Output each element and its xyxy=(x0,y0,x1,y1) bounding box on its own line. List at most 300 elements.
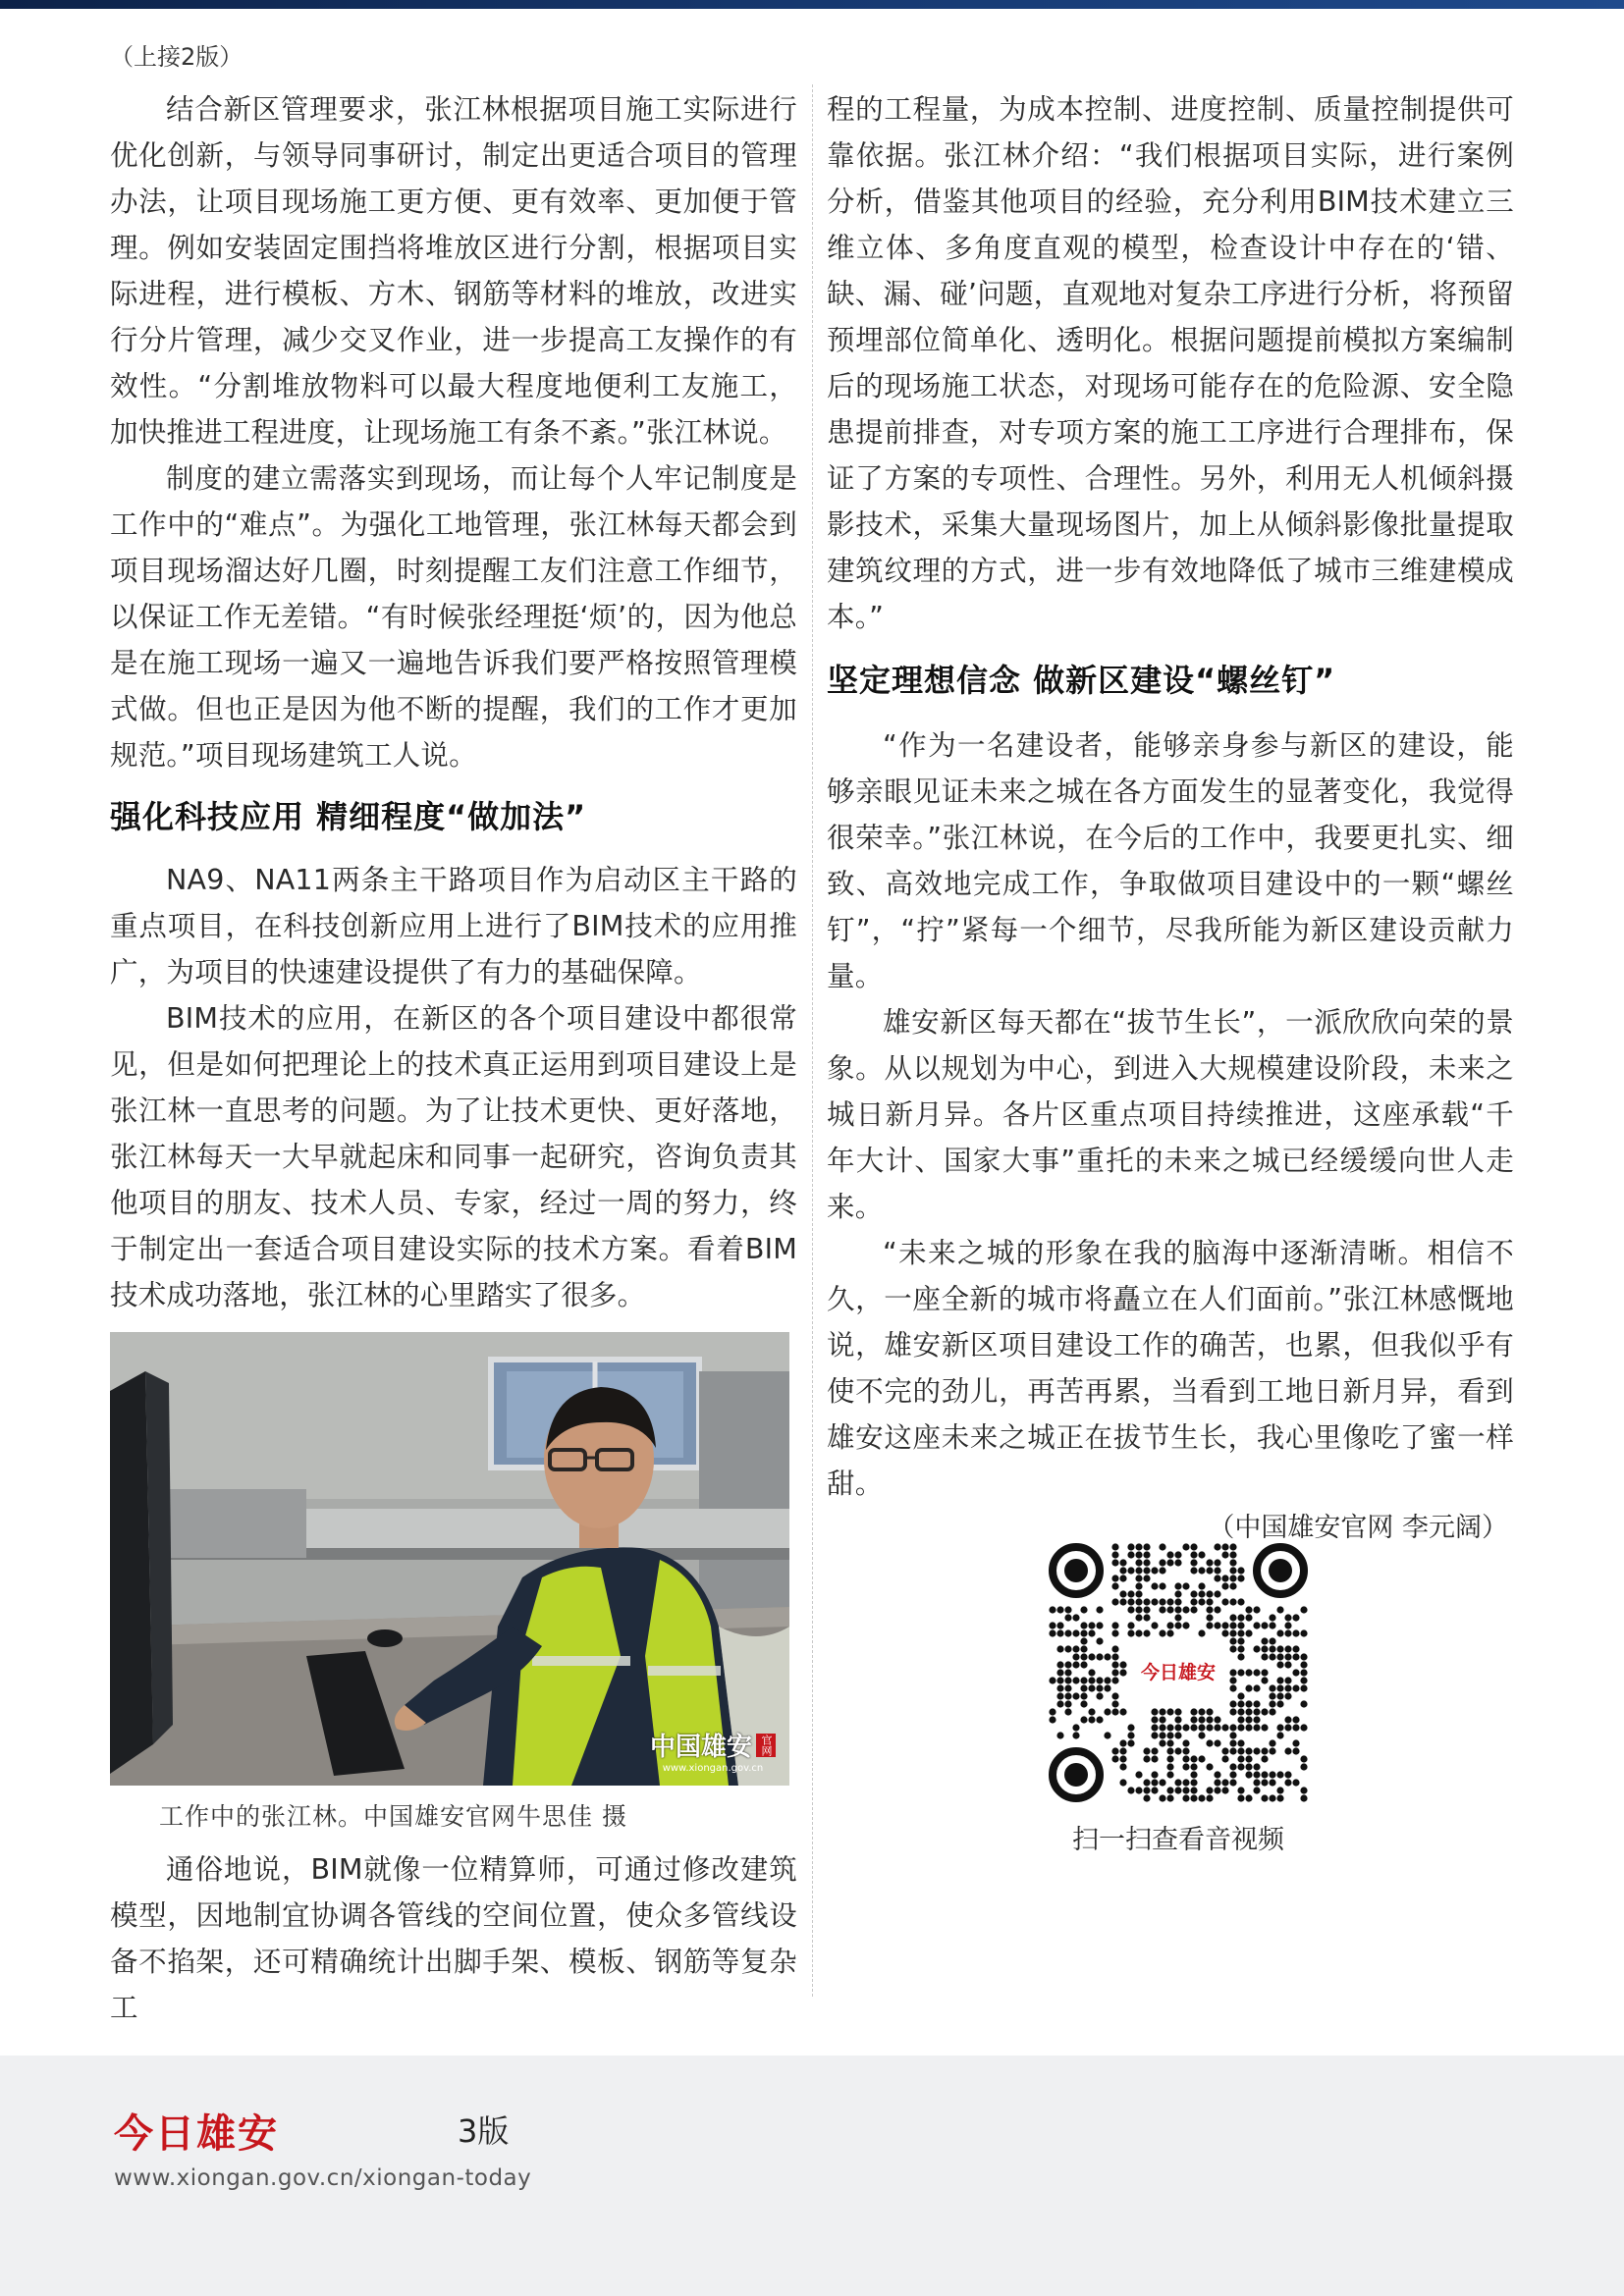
qr-module xyxy=(1276,1645,1283,1652)
qr-module xyxy=(1284,1653,1291,1660)
qr-module xyxy=(1143,1755,1150,1762)
qr-module xyxy=(1135,1567,1142,1574)
qr-module xyxy=(1080,1629,1087,1636)
qr-module xyxy=(1292,1739,1299,1746)
column-divider xyxy=(812,84,813,1997)
qr-module xyxy=(1206,1622,1213,1629)
qr-module xyxy=(1292,1684,1299,1691)
qr-module xyxy=(1166,1787,1173,1793)
qr-module xyxy=(1292,1716,1299,1723)
qr-module xyxy=(1214,1567,1220,1574)
qr-module xyxy=(1245,1629,1252,1636)
qr-module xyxy=(1292,1747,1299,1754)
qr-module xyxy=(1111,1653,1118,1660)
qr-module xyxy=(1111,1629,1118,1636)
left-column xyxy=(110,86,797,2031)
qr-module xyxy=(1135,1559,1142,1566)
qr-module xyxy=(1096,1653,1103,1660)
qr-module xyxy=(1159,1732,1165,1738)
qr-module xyxy=(1056,1669,1063,1676)
qr-module xyxy=(1111,1575,1118,1581)
qr-module xyxy=(1237,1747,1244,1754)
qr-module xyxy=(1182,1787,1189,1793)
qr-module xyxy=(1119,1763,1126,1770)
qr-module xyxy=(1300,1653,1307,1660)
qr-module xyxy=(1143,1747,1150,1754)
qr-module xyxy=(1245,1794,1252,1801)
qr-module xyxy=(1080,1700,1087,1707)
qr-module xyxy=(1159,1779,1165,1786)
qr-module xyxy=(1245,1708,1252,1715)
qr-module xyxy=(1253,1787,1260,1793)
qr-module xyxy=(1143,1575,1150,1581)
qr-module xyxy=(1143,1614,1150,1621)
qr-module xyxy=(1237,1724,1244,1731)
qr-module xyxy=(1253,1684,1260,1691)
qr-module xyxy=(1174,1779,1181,1786)
qr-module xyxy=(1182,1747,1189,1754)
qr-module xyxy=(1229,1575,1236,1581)
qr-module xyxy=(1182,1763,1189,1770)
qr-module xyxy=(1229,1747,1236,1754)
qr-module xyxy=(1237,1794,1244,1801)
qr-module xyxy=(1151,1755,1158,1762)
qr-module xyxy=(1080,1684,1087,1691)
qr-module xyxy=(1237,1653,1244,1660)
qr-module xyxy=(1174,1724,1181,1731)
qr-module xyxy=(1300,1794,1307,1801)
qr-module xyxy=(1151,1716,1158,1723)
qr-module xyxy=(1166,1732,1173,1738)
qr-module xyxy=(1111,1708,1118,1715)
qr-module xyxy=(1111,1543,1118,1550)
qr-module xyxy=(1276,1700,1283,1707)
qr-module xyxy=(1221,1598,1228,1605)
qr-module xyxy=(1229,1567,1236,1574)
section-heading: 强化科技应用 精细程度“做加法” xyxy=(110,798,587,835)
qr-module xyxy=(1284,1747,1291,1754)
footer xyxy=(0,2056,1624,2296)
qr-module xyxy=(1127,1590,1134,1597)
qr-module xyxy=(1300,1724,1307,1731)
top-bar xyxy=(0,0,1624,9)
qr-module xyxy=(1096,1637,1103,1644)
qr-module xyxy=(1151,1724,1158,1731)
qr-module xyxy=(1135,1614,1142,1621)
qr-module xyxy=(1261,1653,1268,1660)
qr-module xyxy=(1159,1739,1165,1746)
qr-module xyxy=(1072,1677,1079,1683)
qr-module xyxy=(1166,1551,1173,1558)
qr-module xyxy=(1111,1692,1118,1699)
qr-module xyxy=(1096,1716,1103,1723)
qr-module xyxy=(1300,1677,1307,1683)
qr-module xyxy=(1284,1771,1291,1778)
qr-module xyxy=(1206,1559,1213,1566)
qr-module xyxy=(1221,1551,1228,1558)
qr-module xyxy=(1237,1787,1244,1793)
qr-module xyxy=(1261,1622,1268,1629)
qr-module xyxy=(1119,1559,1126,1566)
qr-module xyxy=(1127,1629,1134,1636)
qr-module xyxy=(1198,1590,1205,1597)
qr-module xyxy=(1237,1637,1244,1644)
qr-module xyxy=(1261,1637,1268,1644)
qr-module xyxy=(1159,1716,1165,1723)
qr-module xyxy=(1166,1771,1173,1778)
qr-module xyxy=(1049,1677,1056,1683)
qr-module xyxy=(1056,1629,1063,1636)
qr-module xyxy=(1221,1622,1228,1629)
qr-module xyxy=(1056,1700,1063,1707)
qr-module xyxy=(1127,1543,1134,1550)
right-column xyxy=(827,86,1514,1550)
qr-module xyxy=(1088,1716,1095,1723)
qr-module xyxy=(1269,1700,1275,1707)
qr-module xyxy=(1056,1692,1063,1699)
qr-module xyxy=(1064,1669,1071,1676)
qr-module xyxy=(1253,1622,1260,1629)
qr-module xyxy=(1088,1684,1095,1691)
qr-module xyxy=(1182,1724,1189,1731)
qr-module xyxy=(1214,1559,1220,1566)
qr-module xyxy=(1253,1763,1260,1770)
qr-module xyxy=(1159,1543,1165,1550)
qr-module xyxy=(1284,1629,1291,1636)
qr-module xyxy=(1135,1551,1142,1558)
qr-module xyxy=(1143,1551,1150,1558)
qr-module xyxy=(1127,1622,1134,1629)
qr-module xyxy=(1237,1739,1244,1746)
qr-module xyxy=(1261,1677,1268,1683)
qr-module xyxy=(1064,1684,1071,1691)
qr-module xyxy=(1049,1629,1056,1636)
qr-module xyxy=(1237,1755,1244,1762)
qr-module xyxy=(1119,1669,1126,1676)
qr-module xyxy=(1190,1716,1197,1723)
qr-module xyxy=(1198,1551,1205,1558)
qr-module xyxy=(1143,1606,1150,1613)
qr-module xyxy=(1253,1716,1260,1723)
qr-module xyxy=(1261,1771,1268,1778)
qr-module xyxy=(1253,1724,1260,1731)
qr-module xyxy=(1159,1567,1165,1574)
qr-module xyxy=(1143,1779,1150,1786)
qr-module xyxy=(1159,1559,1165,1566)
qr-module xyxy=(1151,1582,1158,1589)
qr-module xyxy=(1182,1755,1189,1762)
qr-module xyxy=(1072,1645,1079,1652)
qr-module xyxy=(1111,1551,1118,1558)
qr-module xyxy=(1221,1779,1228,1786)
qr-module xyxy=(1111,1755,1118,1762)
qr-module xyxy=(1119,1779,1126,1786)
qr-module xyxy=(1276,1606,1283,1613)
qr-module xyxy=(1174,1606,1181,1613)
qr-module xyxy=(1166,1794,1173,1801)
qr-module xyxy=(1284,1716,1291,1723)
qr-module xyxy=(1229,1559,1236,1566)
qr-module xyxy=(1237,1716,1244,1723)
qr-module xyxy=(1182,1543,1189,1550)
qr-module xyxy=(1119,1575,1126,1581)
qr-module xyxy=(1198,1567,1205,1574)
qr-module xyxy=(1096,1606,1103,1613)
qr-module xyxy=(1119,1590,1126,1597)
qr-module xyxy=(1269,1614,1275,1621)
qr-module xyxy=(1072,1661,1079,1668)
qr-module xyxy=(1229,1739,1236,1746)
qr-module xyxy=(1143,1629,1150,1636)
qr-module xyxy=(1190,1606,1197,1613)
qr-module xyxy=(1284,1779,1291,1786)
qr-module xyxy=(1127,1787,1134,1793)
qr-module xyxy=(1214,1716,1220,1723)
qr-module xyxy=(1159,1598,1165,1605)
qr-module xyxy=(1237,1692,1244,1699)
qr-module xyxy=(1151,1771,1158,1778)
continued-from-note: （上接2版） xyxy=(110,43,244,71)
qr-module xyxy=(1276,1732,1283,1738)
qr-module xyxy=(1237,1700,1244,1707)
qr-module xyxy=(1072,1614,1079,1621)
qr-module xyxy=(1064,1629,1071,1636)
qr-module xyxy=(1221,1747,1228,1754)
qr-module xyxy=(1221,1787,1228,1793)
qr-module xyxy=(1284,1661,1291,1668)
qr-module xyxy=(1229,1543,1236,1550)
qr-module xyxy=(1206,1598,1213,1605)
qr-module xyxy=(1206,1606,1213,1613)
qr-module xyxy=(1127,1739,1134,1746)
footer-url[interactable]: www.xiongan.gov.cn/xiongan-today xyxy=(114,2165,532,2191)
paragraph: “未来之城的形象在我的脑海中逐渐清晰。相信不久，一座全新的城市将矗立在人们面前。”张江林感慨地说，雄安新区项目建设工作的确苦，也累，但我似乎有使不完的劲儿，再苦再累，当看到工地日新月异，看到雄安这座未来之城正在拔节生长，我心里像吃了蜜一样甜。 xyxy=(827,1237,1514,1500)
qr-module xyxy=(1269,1771,1275,1778)
qr-code[interactable] xyxy=(1049,1543,1308,1802)
qr-module xyxy=(1127,1567,1134,1574)
qr-module xyxy=(1072,1692,1079,1699)
qr-module xyxy=(1104,1653,1110,1660)
qr-module xyxy=(1198,1724,1205,1731)
qr-module xyxy=(1119,1708,1126,1715)
qr-module xyxy=(1237,1645,1244,1652)
qr-module xyxy=(1261,1724,1268,1731)
qr-module xyxy=(1221,1724,1228,1731)
paragraph: 结合新区管理要求，张江林根据项目施工实际进行优化创新，与领导同事研讨，制定出更适合项目的管理办法，让项目现场施工更方便、更有效率、更加便于管理。例如安装固定围挡将堆放区进行分割，根据项目实际进程，进行模板、方木、钢筋等材料的堆放，改进实行分片管理，减少交叉作业，进一步提高工友操作的有效性。“分割堆放物料可以最大程度地便利工友施工，加快推进工程进度，让现场施工有条不紊。”张江林说。 xyxy=(110,93,797,449)
photo-watermark xyxy=(650,1727,776,1774)
qr-module xyxy=(1253,1747,1260,1754)
section-heading: 坚定理想信念 做新区建设“螺丝钉” xyxy=(827,662,1336,699)
qr-module xyxy=(1229,1637,1236,1644)
qr-module xyxy=(1104,1677,1110,1683)
qr-module xyxy=(1229,1684,1236,1691)
qr-module xyxy=(1214,1606,1220,1613)
qr-module xyxy=(1072,1653,1079,1660)
paragraph: 通俗地说，BIM就像一位精算师，可通过修改建筑模型，因地制宜协调各管线的空间位置，使众多管线设备不掐架，还可精确统计出脚手架、模板、钢筋等复杂工 xyxy=(110,1853,797,2024)
qr-module xyxy=(1096,1692,1103,1699)
qr-module xyxy=(1064,1677,1071,1683)
qr-module xyxy=(1064,1692,1071,1699)
qr-module xyxy=(1206,1794,1213,1801)
qr-module xyxy=(1166,1724,1173,1731)
qr-module xyxy=(1190,1779,1197,1786)
qr-module xyxy=(1300,1606,1307,1613)
qr-module xyxy=(1214,1771,1220,1778)
qr-module xyxy=(1174,1590,1181,1597)
qr-module xyxy=(1174,1716,1181,1723)
paragraph: BIM技术的应用，在新区的各个项目建设中都很常见，但是如何把理论上的技术真正运用到项目建设上是张江林一直思考的问题。为了让技术更快、更好落地，张江林每天一大早就起床和同事一起研究，咨询负责其他项目的朋友、技术人员、专家，经过一周的努力，终于制定出一套适合项目建设实际的技术方案。看着BIM技术成功落地，张江林的心里踏实了很多。 xyxy=(110,1002,797,1311)
qr-module xyxy=(1135,1771,1142,1778)
qr-module xyxy=(1276,1677,1283,1683)
qr-module xyxy=(1261,1794,1268,1801)
qr-center-logo: 今日雄安 xyxy=(1129,1655,1227,1690)
qr-module xyxy=(1182,1606,1189,1613)
qr-module xyxy=(1135,1629,1142,1636)
photo-watermark-logo: 中国雄安 xyxy=(649,1733,752,1762)
qr-module xyxy=(1284,1614,1291,1621)
qr-module xyxy=(1056,1677,1063,1683)
qr-module xyxy=(1276,1794,1283,1801)
qr-module xyxy=(1237,1598,1244,1605)
qr-module xyxy=(1269,1637,1275,1644)
qr-module xyxy=(1080,1622,1087,1629)
page-number: 3版 xyxy=(458,2112,510,2150)
qr-module xyxy=(1174,1614,1181,1621)
qr-module xyxy=(1166,1598,1173,1605)
qr-module xyxy=(1214,1590,1220,1597)
qr-module xyxy=(1119,1755,1126,1762)
qr-module xyxy=(1206,1716,1213,1723)
qr-module xyxy=(1300,1755,1307,1762)
qr-module xyxy=(1159,1724,1165,1731)
qr-module xyxy=(1198,1794,1205,1801)
qr-module xyxy=(1143,1543,1150,1550)
qr-module xyxy=(1119,1739,1126,1746)
qr-module xyxy=(1049,1716,1056,1723)
qr-module xyxy=(1080,1692,1087,1699)
qr-module xyxy=(1111,1677,1118,1683)
qr-module xyxy=(1182,1794,1189,1801)
qr-module xyxy=(1300,1684,1307,1691)
qr-module xyxy=(1056,1645,1063,1652)
qr-module xyxy=(1237,1708,1244,1715)
qr-module xyxy=(1104,1732,1110,1738)
qr-module xyxy=(1245,1716,1252,1723)
article-photo xyxy=(110,1332,789,1786)
qr-module xyxy=(1111,1622,1118,1629)
qr-module xyxy=(1292,1724,1299,1731)
qr-module xyxy=(1253,1669,1260,1676)
qr-module xyxy=(1127,1598,1134,1605)
qr-module xyxy=(1276,1661,1283,1668)
qr-module xyxy=(1269,1708,1275,1715)
qr-module xyxy=(1253,1645,1260,1652)
qr-module xyxy=(1151,1567,1158,1574)
qr-module xyxy=(1151,1622,1158,1629)
qr-module xyxy=(1111,1645,1118,1652)
qr-module xyxy=(1111,1559,1118,1566)
qr-module xyxy=(1276,1724,1283,1731)
qr-module xyxy=(1174,1732,1181,1738)
qr-module xyxy=(1229,1645,1236,1652)
qr-module xyxy=(1088,1677,1095,1683)
qr-module xyxy=(1151,1747,1158,1754)
qr-module xyxy=(1080,1645,1087,1652)
qr-module xyxy=(1292,1653,1299,1660)
qr-module xyxy=(1096,1684,1103,1691)
qr-module xyxy=(1237,1763,1244,1770)
qr-module xyxy=(1237,1629,1244,1636)
qr-module xyxy=(1080,1677,1087,1683)
qr-module xyxy=(1064,1645,1071,1652)
qr-module xyxy=(1088,1629,1095,1636)
qr-module xyxy=(1190,1551,1197,1558)
qr-module xyxy=(1300,1763,1307,1770)
qr-module xyxy=(1056,1606,1063,1613)
qr-module xyxy=(1143,1598,1150,1605)
qr-module xyxy=(1143,1559,1150,1566)
qr-module xyxy=(1111,1669,1118,1676)
qr-module xyxy=(1111,1700,1118,1707)
paragraph: 制度的建立需落实到现场，而让每个人牢记制度是工作中的“难点”。为强化工地管理，张江林每天都会到项目现场溜达好几圈，时刻提醒工友们注意工作细节，以保证工作无差错。“有时候张经理挺‘烦’的，因为他总是在施工现场一遍又一遍地告诉我们要严格按照管理模式做。但也正是因为他不断的提醒，我们的工作才更加规范。”项目现场建筑工人说。 xyxy=(110,462,797,772)
qr-module xyxy=(1127,1606,1134,1613)
qr-module xyxy=(1214,1787,1220,1793)
qr-module xyxy=(1214,1575,1220,1581)
qr-module xyxy=(1119,1747,1126,1754)
qr-module xyxy=(1284,1684,1291,1691)
qr-module xyxy=(1127,1732,1134,1738)
qr-module xyxy=(1284,1724,1291,1731)
qr-module xyxy=(1229,1598,1236,1605)
qr-module xyxy=(1261,1645,1268,1652)
qr-module xyxy=(1159,1606,1165,1613)
qr-module xyxy=(1276,1629,1283,1636)
paragraph: NA9、NA11两条主干路项目作为启动区主干路的重点项目，在科技创新应用上进行了BIM技术的应用推广，为项目的快速建设提供了有力的基础保障。 xyxy=(110,864,797,988)
qr-module xyxy=(1151,1598,1158,1605)
qr-module xyxy=(1229,1582,1236,1589)
paragraph: “作为一名建设者，能够亲身参与新区的建设，能够亲眼见证未来之城在各方面发生的显著变化，我觉得很荣幸。”张江林说，在今后的工作中，我要更扎实、细致、高效地完成工作，争取做项目建设中的一颗“螺丝钉”，“拧”紧每一个细节，尽我所能为新区建设贡献力量。 xyxy=(827,729,1514,992)
qr-module xyxy=(1096,1622,1103,1629)
qr-module xyxy=(1206,1787,1213,1793)
qr-module xyxy=(1111,1747,1118,1754)
qr-module xyxy=(1080,1606,1087,1613)
qr-module xyxy=(1229,1708,1236,1715)
qr-module xyxy=(1237,1622,1244,1629)
qr-module xyxy=(1276,1653,1283,1660)
qr-module xyxy=(1245,1614,1252,1621)
qr-module xyxy=(1269,1653,1275,1660)
photo-caption: 工作中的张江林。中国雄安官网牛思佳 摄 xyxy=(159,1802,627,1831)
qr-module xyxy=(1237,1669,1244,1676)
qr-module xyxy=(1135,1543,1142,1550)
qr-module xyxy=(1190,1724,1197,1731)
qr-module xyxy=(1151,1708,1158,1715)
qr-module xyxy=(1088,1622,1095,1629)
qr-module xyxy=(1198,1716,1205,1723)
qr-module xyxy=(1229,1732,1236,1738)
footer-logo: 今日雄安 xyxy=(114,2110,279,2157)
qr-module xyxy=(1284,1645,1291,1652)
qr-module xyxy=(1159,1629,1165,1636)
qr-module xyxy=(1300,1669,1307,1676)
qr-module xyxy=(1237,1614,1244,1621)
qr-module xyxy=(1127,1551,1134,1558)
qr-module xyxy=(1229,1551,1236,1558)
qr-module xyxy=(1292,1629,1299,1636)
qr-module xyxy=(1151,1787,1158,1793)
qr-module xyxy=(1135,1590,1142,1597)
qr-module xyxy=(1064,1700,1071,1707)
